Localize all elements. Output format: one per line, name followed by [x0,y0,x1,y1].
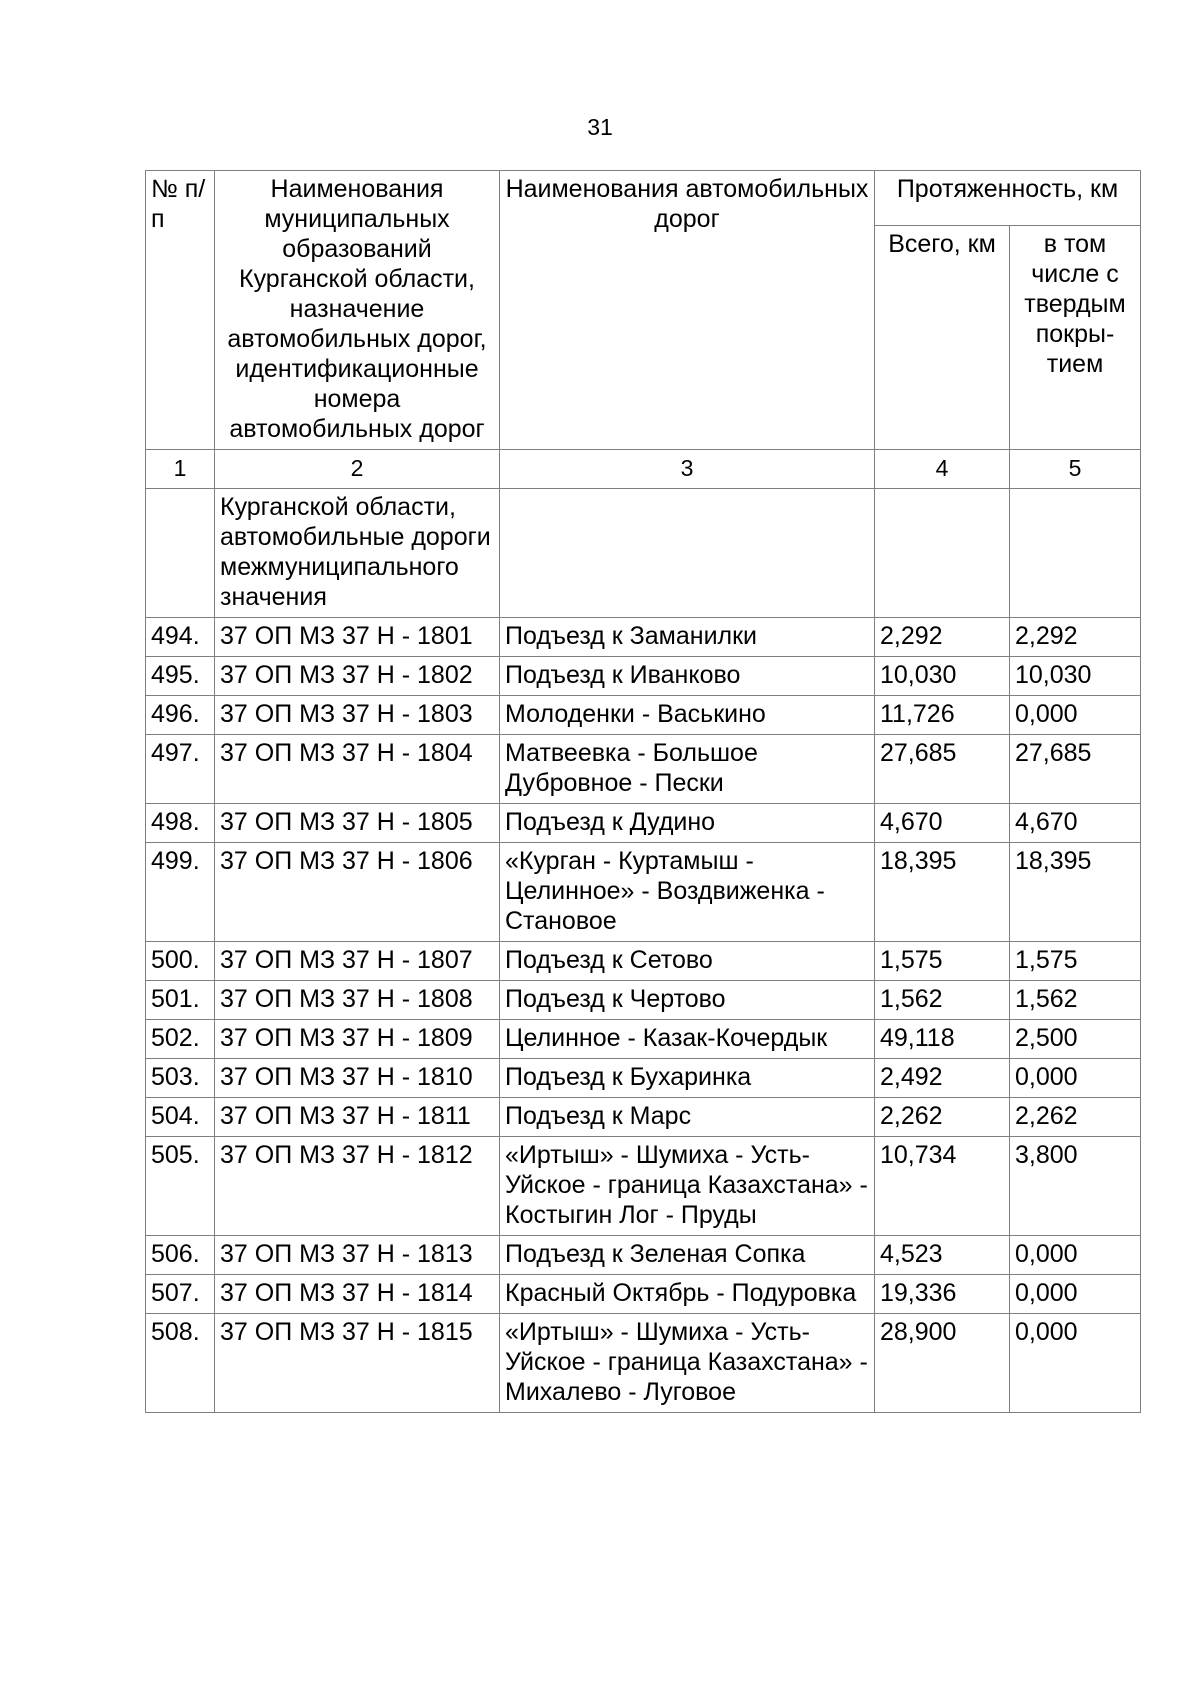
row-number: 494. [146,618,215,657]
header-col-total: Всего, км [875,225,1010,449]
table-row [146,1314,1141,1413]
table-row [146,804,1141,843]
road-id: 37 ОП МЗ 37 Н - 1811 [215,1098,500,1137]
section-empty-cell [500,489,875,618]
header-col-road-name: Наименования автомобильных дорог [500,171,875,450]
road-name: Целинное - Казак-Кочердык [500,1020,875,1059]
road-id: 37 ОП МЗ 37 Н - 1803 [215,696,500,735]
table-row [146,1059,1141,1098]
roads-table [145,170,1141,1413]
road-id: 37 ОП МЗ 37 Н - 1807 [215,942,500,981]
header-col-number: № п/п [146,171,215,450]
page-number: 31 [587,114,613,140]
row-number: 505. [146,1137,215,1236]
header-group-length: Протяженность, км [875,171,1141,226]
table-row [146,1275,1141,1314]
row-number: 497. [146,735,215,804]
road-id: 37 ОП МЗ 37 Н - 1808 [215,981,500,1020]
length-paved: 2,262 [1010,1098,1141,1137]
row-number: 508. [146,1314,215,1413]
section-empty-cell [875,489,1010,618]
road-name: Подъезд к Дудино [500,804,875,843]
row-number: 504. [146,1098,215,1137]
road-name: Подъезд к Бухаринка [500,1059,875,1098]
section-row [146,489,1141,618]
table-header [146,171,1141,489]
road-name: Подъезд к Зеленая Сопка [500,1236,875,1275]
column-number: 2 [215,450,500,489]
header-col-paved: в том числе с твердым покры-тием [1010,225,1141,449]
road-id: 37 ОП МЗ 37 Н - 1802 [215,657,500,696]
road-id: 37 ОП МЗ 37 Н - 1806 [215,843,500,942]
section-empty-cell [146,489,215,618]
road-id: 37 ОП МЗ 37 Н - 1814 [215,1275,500,1314]
length-total: 2,262 [875,1098,1010,1137]
column-number: 5 [1010,450,1141,489]
table-row [146,843,1141,942]
table-row [146,618,1141,657]
road-id: 37 ОП МЗ 37 Н - 1812 [215,1137,500,1236]
table-row [146,942,1141,981]
length-total: 18,395 [875,843,1010,942]
road-name: «Иртыш» - Шумиха - Усть-Уйское - граница Казахстана» - Михалево - Луговое [500,1314,875,1413]
length-paved: 2,500 [1010,1020,1141,1059]
road-name: Подъезд к Иванково [500,657,875,696]
road-name: Матвеевка - Большое Дубровное - Пески [500,735,875,804]
table-row [146,735,1141,804]
length-total: 1,562 [875,981,1010,1020]
row-number: 499. [146,843,215,942]
section-label: Курганской области, автомобильные дороги межмуниципального значения [215,489,500,618]
road-id: 37 ОП МЗ 37 Н - 1815 [215,1314,500,1413]
road-name: «Курган - Куртамыш - Целинное» - Воздвиженка - Становое [500,843,875,942]
column-number: 3 [500,450,875,489]
table-row [146,696,1141,735]
length-paved: 0,000 [1010,1275,1141,1314]
length-paved: 3,800 [1010,1137,1141,1236]
length-total: 2,292 [875,618,1010,657]
length-total: 19,336 [875,1275,1010,1314]
road-id: 37 ОП МЗ 37 Н - 1809 [215,1020,500,1059]
road-name: Молоденки - Васькино [500,696,875,735]
road-id: 37 ОП МЗ 37 Н - 1805 [215,804,500,843]
road-id: 37 ОП МЗ 37 Н - 1810 [215,1059,500,1098]
section-empty-cell [1010,489,1141,618]
road-name: Подъезд к Сетово [500,942,875,981]
length-total: 11,726 [875,696,1010,735]
length-paved: 0,000 [1010,696,1141,735]
length-total: 10,734 [875,1137,1010,1236]
length-paved: 0,000 [1010,1236,1141,1275]
length-total: 4,523 [875,1236,1010,1275]
road-name: Красный Октябрь - Подуровка [500,1275,875,1314]
row-number: 500. [146,942,215,981]
length-paved: 0,000 [1010,1059,1141,1098]
row-number: 503. [146,1059,215,1098]
length-total: 49,118 [875,1020,1010,1059]
table-row [146,657,1141,696]
row-number: 506. [146,1236,215,1275]
row-number: 496. [146,696,215,735]
road-name: Подъезд к Чертово [500,981,875,1020]
length-paved: 18,395 [1010,843,1141,942]
length-paved: 27,685 [1010,735,1141,804]
row-number: 495. [146,657,215,696]
length-paved: 1,575 [1010,942,1141,981]
row-number: 507. [146,1275,215,1314]
length-total: 10,030 [875,657,1010,696]
table-row [146,1098,1141,1137]
table-row [146,981,1141,1020]
road-id: 37 ОП МЗ 37 Н - 1801 [215,618,500,657]
column-number: 4 [875,450,1010,489]
length-total: 4,670 [875,804,1010,843]
table-row [146,1137,1141,1236]
length-paved: 1,562 [1010,981,1141,1020]
road-id: 37 ОП МЗ 37 Н - 1804 [215,735,500,804]
length-paved: 4,670 [1010,804,1141,843]
row-number: 501. [146,981,215,1020]
table-row [146,1020,1141,1059]
length-paved: 2,292 [1010,618,1141,657]
header-col-municipality: Наименования муниципальных образований Курганской области, назначение автомобильных дорог, идентификационные номера автомобильных дорог [215,171,500,450]
road-name: Подъезд к Марс [500,1098,875,1137]
road-name: «Иртыш» - Шумиха - Усть-Уйское - граница Казахстана» - Костыгин Лог - Пруды [500,1137,875,1236]
length-total: 1,575 [875,942,1010,981]
row-number: 498. [146,804,215,843]
table-body [146,489,1141,1413]
column-number: 1 [146,450,215,489]
length-total: 2,492 [875,1059,1010,1098]
length-paved: 10,030 [1010,657,1141,696]
road-id: 37 ОП МЗ 37 Н - 1813 [215,1236,500,1275]
row-number: 502. [146,1020,215,1059]
column-number-row [146,450,1141,489]
length-paved: 0,000 [1010,1314,1141,1413]
length-total: 28,900 [875,1314,1010,1413]
table-row [146,1236,1141,1275]
length-total: 27,685 [875,735,1010,804]
road-name: Подъезд к Заманилки [500,618,875,657]
